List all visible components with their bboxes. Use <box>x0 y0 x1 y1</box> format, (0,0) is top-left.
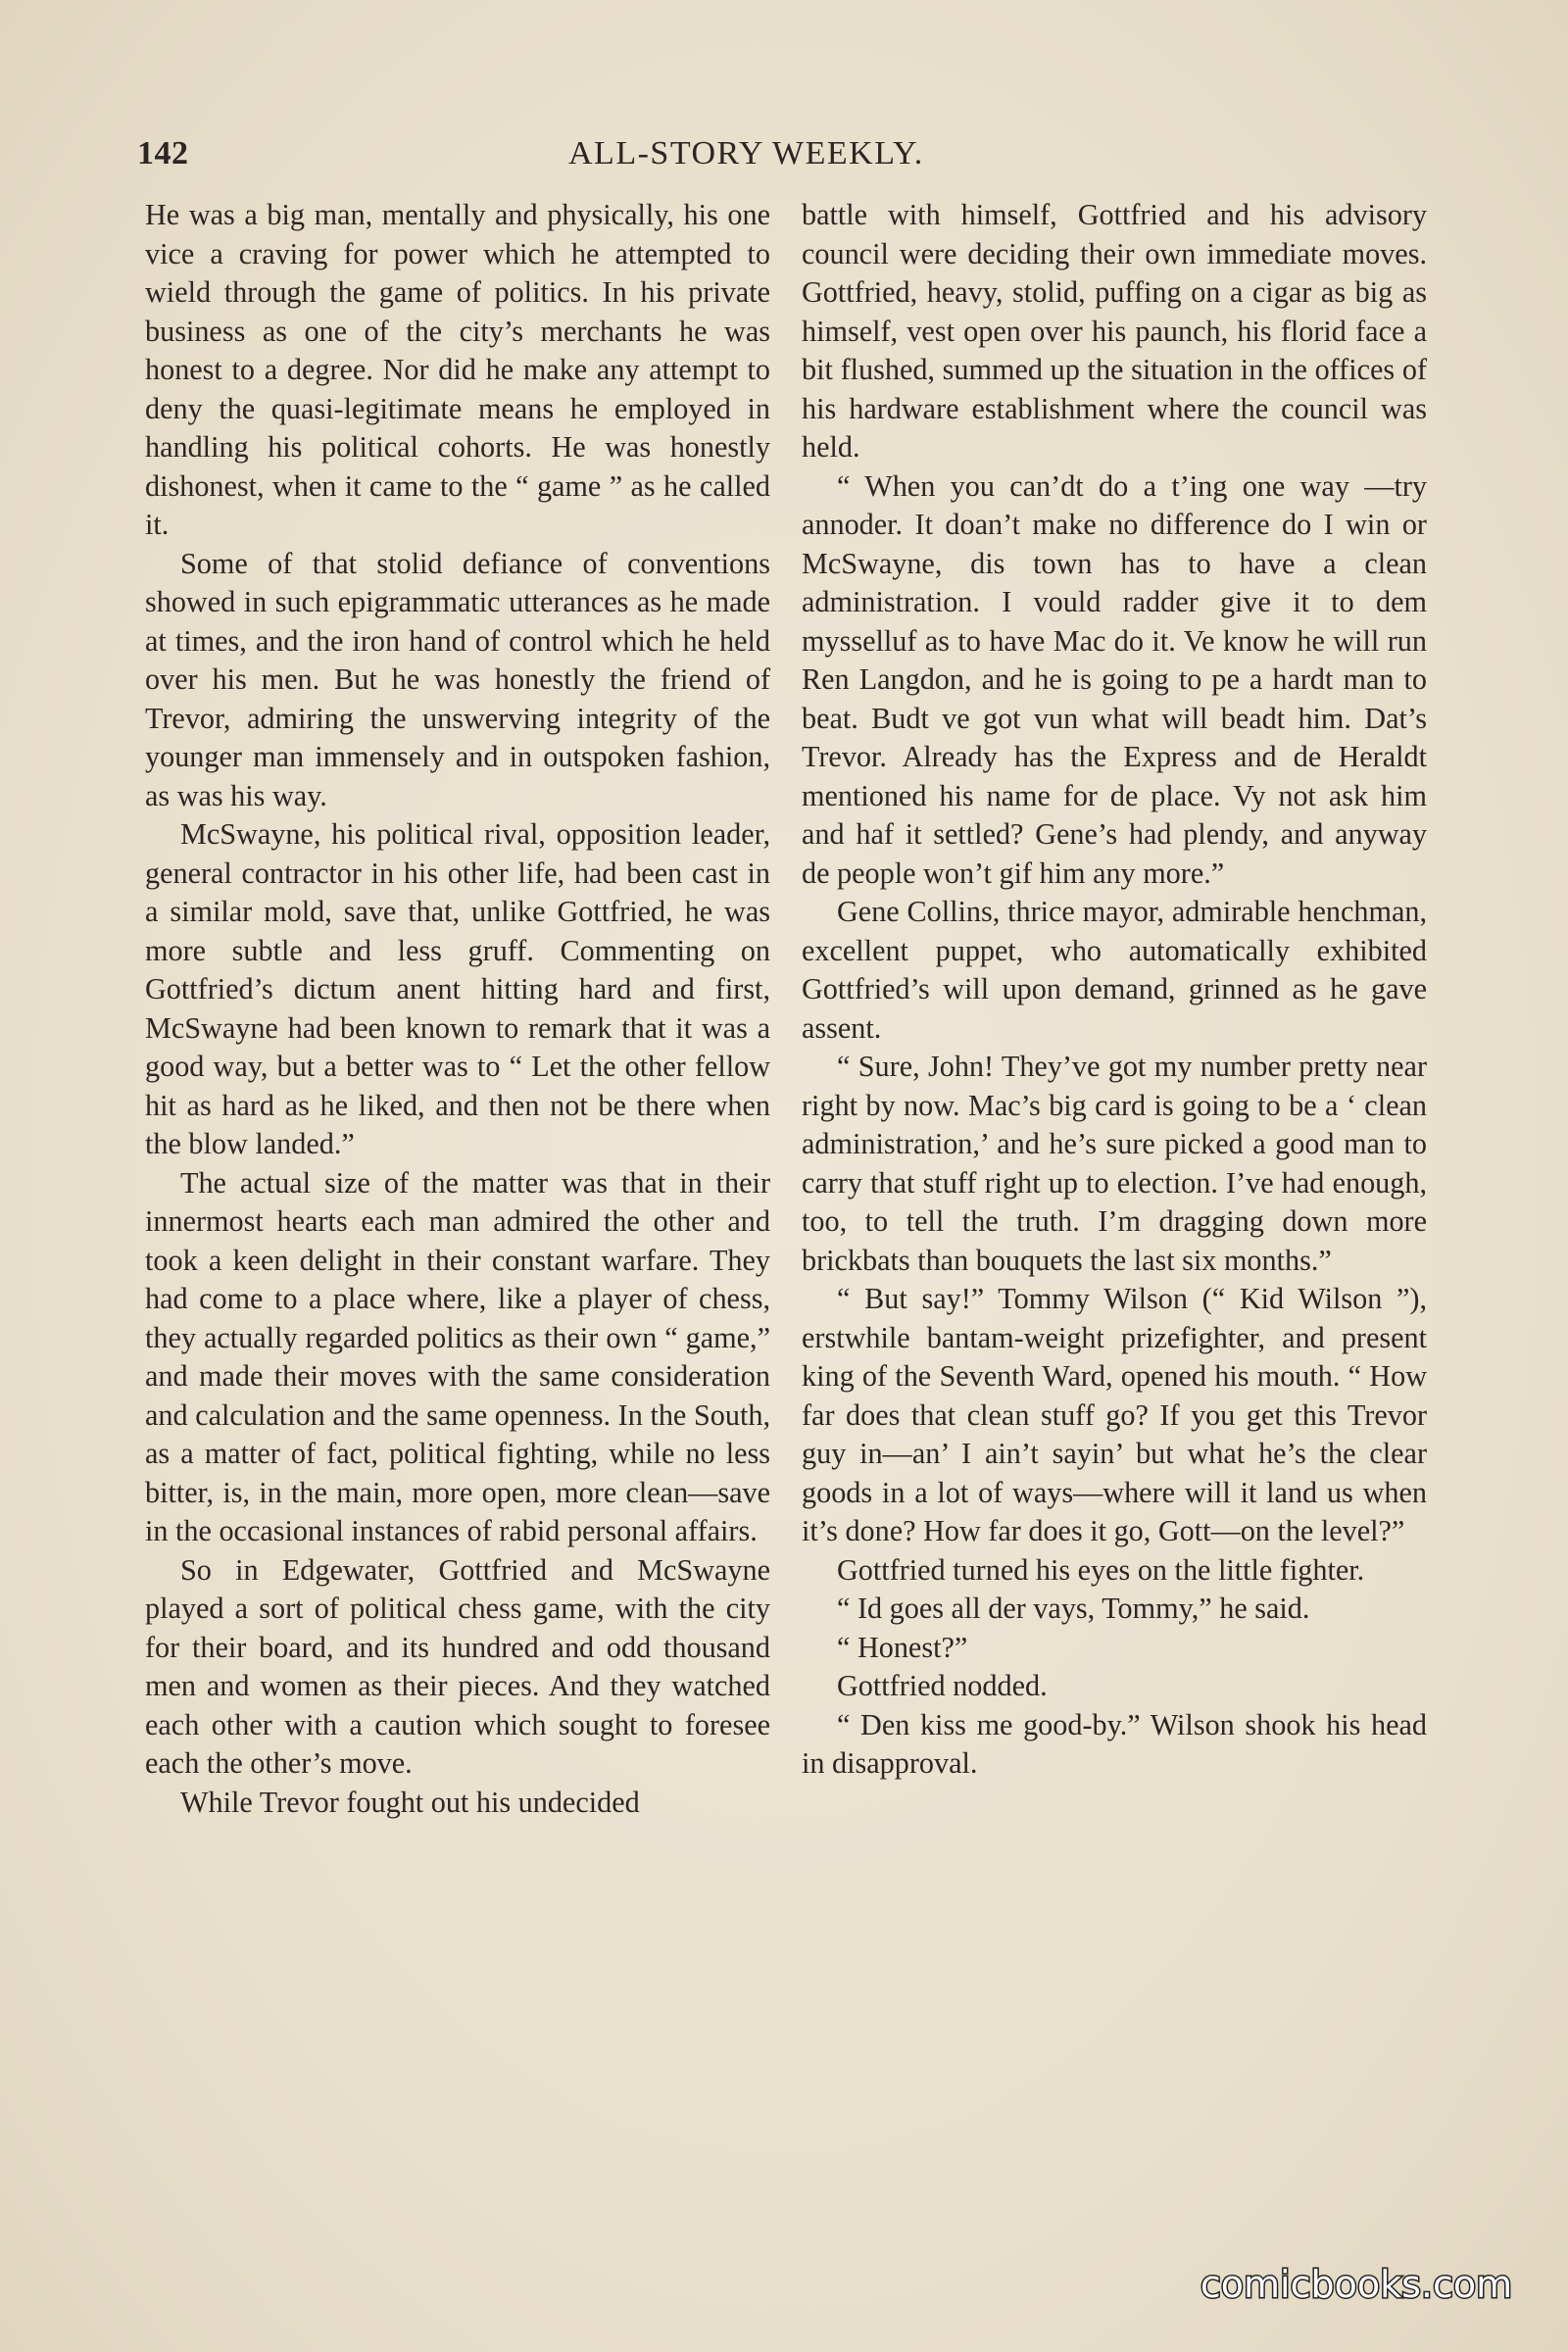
right-column <box>802 196 1427 1784</box>
paragraph: While Trevor fought out his undecided <box>180 1785 640 1819</box>
paragraph: Gottfried turned his eyes on the little fighter. <box>837 1552 1365 1587</box>
paragraph: So in Edgewater, Gottfried and McSwayne played a sort of political chess game, with the city for their board, and its hundred and odd thousand men and women as their pieces. And they watched each other with a caution which sought to foresee each the other’s move. <box>145 1552 770 1780</box>
page-number: 142 <box>137 135 189 172</box>
paragraph: “ But say!” Tommy Wilson (“ Kid Wilson ”), erstwhile bantam-weight prizefighter, and present king of the Seventh Ward, opened his mouth. “ How far does that clean stuff go? If you get this Trevor guy in—an’ I ain’t sayin’ but what he’s the clear goods in a lot of ways—where will it land us when it’s done? How far does it go, Gott—on the level?” <box>802 1282 1427 1547</box>
paragraph: “ When you can’dt do a t’ing one way —try annoder. It doan’t make no difference do I win or McSwayne, dis town has to have a clean administration. I vould radder give it to dem mysselluf as to have Mac do it. Ve know he will run Ren Langdon, and he is going to pe a hardt man to beat. Budt ve got vun what will beadt him. Dat’s Trevor. Already has the Express and de Heraldt mentioned his name for de place. Vy not ask him and haf it settled? Gene’s had plendy, and anyway de people won’t gif him any more.” <box>802 468 1427 890</box>
paragraph: The actual size of the matter was that in their innermost hearts each man admired the other and took a keen delight in their constant warfare. They had come to a place where, like a player of chess, they actually regarded politics as their own “ game,” and made their moves with the same consideration and calculation and the same openness. In the South, as a matter of fact, political fighting, while no less bitter, is, in the main, more open, more clean—save in the occasional instances of rabid personal affairs. <box>145 1165 770 1547</box>
paragraph: “ Sure, John! They’ve got my number pretty near right by now. Mac’s big card is going to be a ‘ clean administration,’ and he’s sure picked a good man to carry that stuff right up to election. I’ve had enough, too, to tell the truth. I’m dragging down more brickbats than bouquets the last six months.” <box>802 1050 1427 1277</box>
paragraph: “ Den kiss me good-by.” Wilson shook his head in disapproval. <box>802 1707 1427 1780</box>
running-head: ALL-STORY WEEKLY. <box>568 135 924 172</box>
paragraph: Some of that stolid defiance of conventions showed in such epigrammatic utterances as he made at times, and the iron hand of control which he held over his men. But he was honestly the friend of Trevor, admiring the unswerving integrity of the younger man immensely and in outspoken fashion, as was his way. <box>145 546 770 812</box>
paragraph: “ Honest?” <box>837 1630 968 1664</box>
paragraph: Gottfried nodded. <box>837 1669 1048 1702</box>
paragraph: “ Id goes all der vays, Tommy,” he said. <box>837 1592 1310 1625</box>
paragraph: McSwayne, his political rival, opposition leader, general contractor in his other life, had been cast in a similar mold, save that, unlike Gottfried, he was more subtle and less gruff. Commenting on Gottfried’s dictum anent hitting hard and first, McSwayne had been known to remark that it was a good way, but a better was to “ Let the other fellow hit as hard as he liked, and then not be there when the blow landed.” <box>145 817 770 1160</box>
watermark-text: comicbooks.com <box>1200 2263 1513 2306</box>
paragraph: He was a big man, mentally and physically, his one vice a craving for power which he attempted to wield through the game of politics. In his private business as one of the city’s merchants he was honest to a degree. Nor did he make any attempt to deny the quasi-legitimate means he employed in handling his political cohorts. He was honestly dishonest, when it came to the “ game ” as he called it. <box>145 198 770 541</box>
paragraph: Gene Collins, thrice mayor, admirable henchman, excellent puppet, who automatically exhibited Gottfried’s will upon demand, grinned as he gave assent. <box>802 895 1427 1045</box>
watermark-logo <box>1180 2258 1533 2313</box>
paragraph: battle with himself, Gottfried and his advisory council were deciding their own immediate moves. Gottfried, heavy, stolid, puffing on a cigar as big as himself, vest open over his paunch, his florid face a bit flushed, summed up the situation in the offices of his hardware establishment where the council was held. <box>802 198 1427 464</box>
left-column <box>145 196 770 1822</box>
